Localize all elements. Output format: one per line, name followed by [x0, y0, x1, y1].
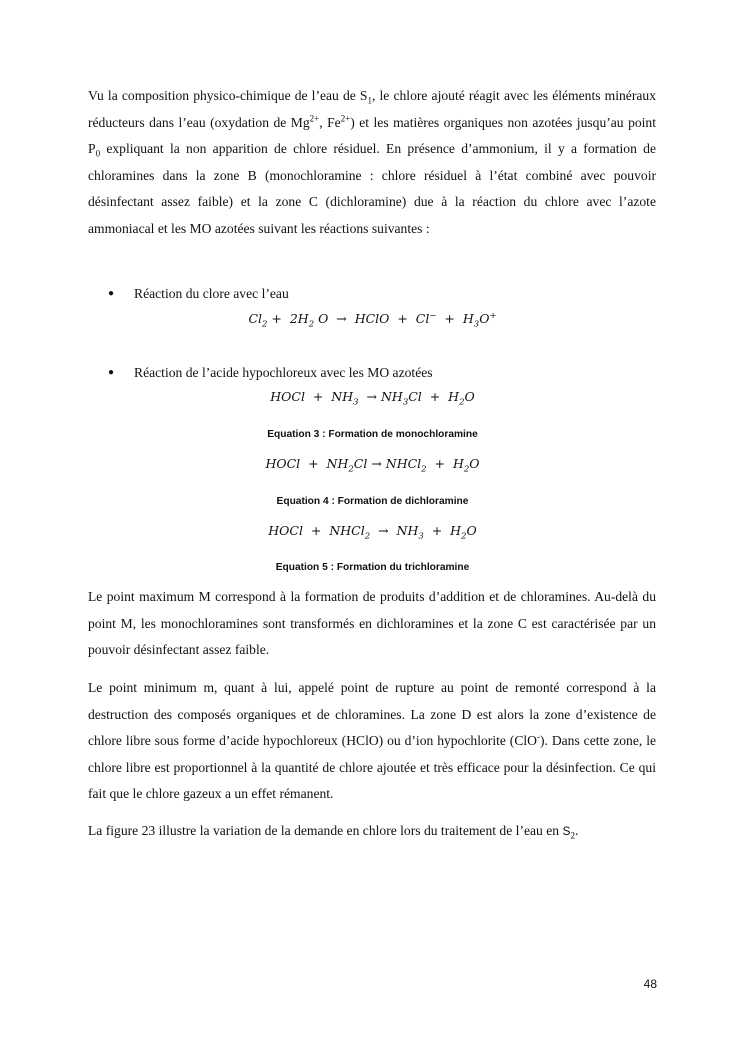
subscript: 2	[570, 830, 575, 841]
text-run: Le point minimum m, quant à lui, appelé point de rupture au point de remonté correspond à la destruction des composés organiques et de chloramines. La zone D est alors la zone d’existence de chlore libre sous forme d’acide hypochloreux (HClO) ou d’ion hypochlorite (ClO	[88, 680, 656, 749]
superscript: -	[537, 731, 540, 742]
text-run: Vu la composition physico-chimique de l’eau de S	[88, 88, 368, 103]
text-run: ). Dans cette zone, le chlore libre est proportionnel à la quantité de chlore ajoutée et très efficace pour la désinfection. Ce qui fait que le chlore gazeux a un effet rémanent.	[88, 733, 656, 802]
bullet-text: Réaction du clore avec l’eau	[134, 286, 289, 301]
text-run: , Fe	[319, 114, 341, 130]
text-run: .	[574, 823, 579, 838]
text-run: expliquant la non apparition de chlore résiduel. En présence d’ammonium, il y a formation de chloramines dans la zone B (monochloramine : chlore résiduel à l’état combiné avec pouvoir désinfectant assez faible) et la zone C (dichloramine) due à la réaction du chlore avec l’azote ammoniacal et les MO azotées suivant les réactions suivantes :	[88, 141, 656, 236]
bullet-icon: ●	[108, 367, 115, 378]
page-number: 48	[643, 977, 657, 991]
equation-4-caption: Equation 4 : Formation de dichloramine	[276, 496, 469, 507]
paragraph-point-minimum	[88, 675, 656, 808]
text-run: La figure 23 illustre la variation de la demande en chlore lors du traitement de l’eau en	[88, 823, 563, 838]
equation-3: HOCl + $NH_3 \to NH_3Cl + H_2O$	[270, 389, 475, 408]
equation-4: HOCl + $NH_2Cl$ → NHCl$_2$ + $H_2O$	[265, 456, 480, 475]
text-run: S	[562, 824, 571, 838]
superscript: 2+	[309, 113, 320, 124]
equation-3-caption: Equation 3 : Formation de monochloramine	[267, 429, 478, 440]
subscript: 1	[367, 95, 372, 106]
paragraph-point-maximum: Le point maximum M correspond à la formation de produits d’addition et de chloramines. Au-delà du point M, les monochloramines sont transformés en dichloramines et la zone C est caractérisée par un pouvoir désinfectant assez faible.	[88, 589, 656, 658]
bullet-icon: ●	[108, 288, 115, 299]
paragraph-composition	[88, 83, 656, 243]
paragraph-figure-23	[88, 818, 656, 845]
equation-5-caption: Equation 5 : Formation du trichloramine	[275, 562, 470, 573]
bullet-text: Réaction de l’acide hypochloreux avec les MO azotées	[134, 365, 433, 380]
subscript: 0	[95, 148, 101, 159]
equation-5: HOCl + NHCl$_2$ → $NH_3 + H_2O$	[268, 523, 477, 542]
superscript: 2+	[340, 113, 351, 124]
equation-chlorine-water: $Cl_2 + 2H_2$ O → HClO + $Cl^- + H_3O^+$	[248, 310, 497, 330]
text-run: ) et les matières organiques non azotées jusqu’au point P	[88, 114, 657, 157]
text-run: , le chlore ajouté réagit avec les éléments minéraux réducteurs dans l’eau (oxydation de Mg	[88, 88, 656, 130]
